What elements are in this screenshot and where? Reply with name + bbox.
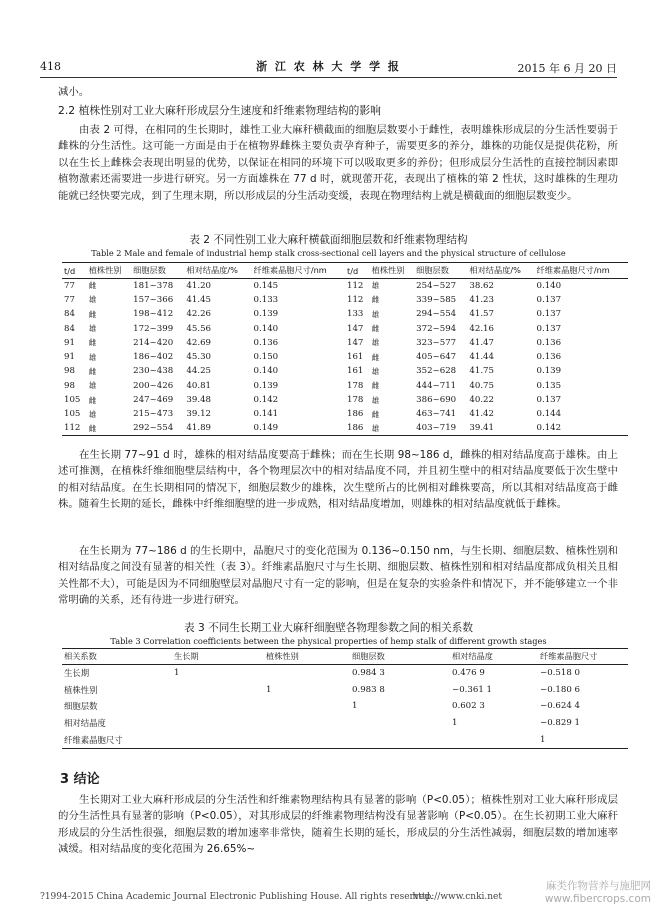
table-cell: 雌 (371, 324, 380, 334)
table-cell: 0.602 3 (452, 701, 485, 712)
table-2-header: 植株性别 (371, 265, 405, 275)
paragraph-3: 在生长期为 77~186 d 的生长期中，晶胞尺寸的变化范围为 0.136~0.150 nm，与生长期、细胞层数、植株性别和相对结晶度之间没有显著的相关性（表 3）。纤维素晶胞尺寸与生长期、细胞层数、植株性别和相对结晶度都成负相关且相关性都不大），可能是因为不同细胞壁层对晶胞尺寸有一定的影响，但是在复杂的实验条件和情况下，并不能够建立一个非常明确的关系，还有待进一步进行研究。 (58, 545, 618, 607)
table-cell: 91 (64, 352, 75, 363)
table-cell: 157~366 (133, 294, 174, 305)
table-row (62, 407, 628, 421)
table-cell: −0.180 6 (540, 684, 581, 695)
table-cell: 0.139 (253, 380, 279, 391)
table-3-header-row (62, 649, 628, 665)
table-cell: 0.145 (253, 280, 279, 291)
table-cell: 0.139 (253, 309, 279, 320)
table-cell: 41.44 (469, 352, 494, 363)
watermark (545, 880, 651, 906)
table-cell: 41.75 (469, 366, 494, 377)
table-cell: 105 (64, 395, 81, 406)
table-cell: 112 (346, 280, 364, 291)
page-footer (40, 892, 617, 902)
table-cell: 230~438 (133, 366, 174, 377)
table-2-header: t/d (346, 265, 359, 276)
table-cell: 294~554 (416, 309, 457, 320)
table-cell: 98 (64, 380, 75, 391)
table-cell: 雌 (371, 295, 380, 305)
table-cell: 0.140 (253, 323, 279, 334)
table-cell: 39.48 (186, 395, 212, 406)
table-cell: 181~378 (133, 280, 174, 291)
issue-date: 2015 年 6 月 20 日 (517, 62, 617, 75)
table-cell: 339~585 (416, 294, 457, 305)
carry-text: 减小。 (58, 86, 90, 98)
table-cell: 41.47 (469, 337, 494, 348)
table-row (62, 364, 628, 378)
table-cell: 178 (346, 395, 364, 406)
table-3-header: 相关系数 (64, 651, 97, 661)
table-2-caption: 表 2 不同性别工业大麻秆横截面细胞层数和纤维素物理结构 (189, 234, 468, 246)
table-cell: 41.89 (186, 423, 212, 434)
table-cell: 112 (64, 423, 81, 434)
table-cell: 0.144 (536, 409, 562, 420)
table-cell: 雄 (371, 366, 380, 376)
table-cell: 44.25 (186, 366, 212, 377)
copyright-text: ?1994-2015 China Academic Journal Electronic Publishing House. All rights reserved. (40, 892, 433, 902)
table-cell: 0.140 (536, 280, 562, 291)
table-cell (172, 681, 264, 698)
table-cell (264, 732, 350, 749)
table-cell: 42.69 (186, 337, 212, 348)
section-2-2-title: 2.2 植株性别对工业大麻秆形成层分生速度和纤维素物理结构的影响 (58, 104, 381, 117)
table-row (62, 293, 628, 307)
table-cell: 45.30 (186, 352, 212, 363)
table-row (62, 307, 628, 321)
watermark-line1: 麻类作物营养与施肥网 (546, 880, 651, 892)
table-2-caption-en: Table 2 Male and female of industrial hemp stalk cross-sectional cell layers and the physical structure of cellulose (91, 248, 566, 258)
table-cell: 91 (64, 337, 75, 348)
table-cell: 292~554 (133, 423, 174, 434)
table-2-header: 细胞层数 (416, 265, 449, 275)
table-2-header: 相对结晶度/% (469, 265, 521, 275)
table-cell: 352~628 (416, 366, 457, 377)
table-cell: 215~473 (133, 409, 174, 420)
table-cell: 105 (64, 409, 81, 420)
table-cell: 相对结晶度 (64, 718, 106, 729)
table-cell: 41.23 (469, 294, 494, 305)
table-cell: 雌 (88, 366, 97, 376)
table-cell: 405~647 (416, 352, 457, 363)
table-2-header: t/d (64, 265, 76, 276)
table-cell: 323~577 (416, 337, 457, 348)
table-3-header: 植株性别 (266, 651, 299, 661)
table-cell: 77 (64, 280, 75, 291)
table-cell: 41.42 (469, 409, 494, 420)
section-3-title: 3 结论 (60, 772, 100, 787)
table-cell (450, 732, 538, 749)
table-cell: 0.142 (536, 423, 562, 434)
table-cell: 39.12 (186, 409, 212, 420)
table-2-header-row (62, 263, 628, 279)
table-cell: 200~426 (133, 380, 174, 391)
table-row (62, 350, 628, 364)
table-cell (172, 715, 264, 732)
table-cell: 0.137 (536, 395, 562, 406)
table-cell: −0.624 4 (540, 701, 581, 712)
table-cell: 0.141 (253, 409, 279, 420)
table-cell: 161 (346, 352, 364, 363)
table-cell: 0.139 (536, 366, 562, 377)
table-cell: 植株性别 (64, 684, 98, 695)
table-cell: 147 (346, 323, 364, 334)
table-cell: 0.137 (536, 294, 562, 305)
table-cell: 雌 (88, 395, 97, 405)
table-cell: 42.26 (186, 309, 212, 320)
table-cell: 雌 (88, 423, 97, 433)
table-row (62, 681, 628, 698)
table-3-header: 细胞层数 (352, 651, 385, 661)
table-3-caption: 表 3 不同生长期工业大麻秆细胞壁各物理参数之间的相关系数 (184, 622, 473, 634)
table-row (62, 379, 628, 393)
table-cell: 雌 (371, 352, 380, 362)
table-cell: 41.57 (469, 309, 494, 320)
table-cell: 雄 (371, 338, 380, 348)
table-3-header: 生长期 (174, 651, 199, 661)
table-cell: 0.136 (253, 337, 279, 348)
table-cell: 0.983 8 (352, 684, 385, 695)
table-cell: 雌 (88, 309, 97, 319)
table-row (62, 279, 628, 293)
table-cell: 0.136 (536, 337, 562, 348)
table-cell: 0.135 (536, 380, 562, 391)
watermark-line2: www.fibercrops.com (544, 893, 651, 905)
table-row (62, 732, 628, 749)
table-row (62, 336, 628, 350)
table-cell: 雌 (371, 381, 380, 391)
table-cell: 雌 (88, 281, 97, 291)
table-cell: 161 (346, 366, 364, 377)
table-cell: 0.137 (536, 309, 562, 320)
table-cell: −0.361 1 (452, 684, 493, 695)
table-cell: 1 (174, 668, 180, 679)
table-cell: 133 (346, 309, 364, 320)
table-cell: 186 (346, 423, 364, 434)
table-cell: 372~594 (416, 323, 457, 334)
table-cell: 98 (64, 366, 75, 377)
table-cell: 0.149 (253, 423, 279, 434)
table-cell: 198~412 (133, 309, 174, 320)
table-cell: 0.136 (536, 352, 562, 363)
table-cell: 40.75 (469, 380, 494, 391)
table-cell: 41.20 (186, 280, 212, 291)
table-2-header: 细胞层数 (133, 265, 166, 275)
table-cell: 178 (346, 380, 364, 391)
table-cell: 0.137 (536, 323, 562, 334)
table-cell: 1 (352, 701, 358, 712)
page-header (40, 58, 617, 78)
table-row (62, 665, 628, 682)
table-cell: 雌 (371, 409, 380, 419)
table-cell: 0.476 9 (452, 668, 485, 679)
table-cell: 41.45 (186, 294, 212, 305)
table-cell: 112 (346, 294, 364, 305)
journal-title: 浙 江 农 林 大 学 学 报 (256, 60, 401, 73)
table-cell: 生长期 (64, 668, 90, 679)
table-2-header: 相对结晶度/% (186, 265, 238, 275)
table-cell: 雄 (88, 295, 97, 305)
table-3-header: 纤维素晶胞尺寸 (540, 651, 598, 661)
table-cell: 0.133 (253, 294, 279, 305)
table-cell: 186 (346, 409, 364, 420)
paragraph-2: 在生长期 77~91 d 时，雄株的相对结晶度要高于雌株；而在生长期 98~186 d，雌株的相对结晶度高于雄株。由上述可推测，在植株纤维细胞壁层结构中，各个物理层次中的相对结晶度不同，并且初生壁中的相对结晶度要低于次生壁中的相对结晶度。在生长期相同的情况下，细胞层数少的雄株，次生壁所占的比例相对雌株要高，所以其相对结晶度高于雌株。随着生长期的延长，雌株中纤维细胞壁的进一步成熟，相对结晶度增加，则雄株的相对结晶度就低于雌株。 (58, 449, 618, 511)
table-row (62, 393, 628, 407)
table-cell: 雄 (371, 395, 380, 405)
table-cell: 雄 (371, 423, 380, 433)
table-cell (264, 698, 350, 715)
table-cell: 1 (452, 718, 458, 729)
table-cell: 雄 (88, 352, 97, 362)
table-3 (62, 648, 628, 749)
table-cell: 0.984 3 (352, 668, 385, 679)
table-2 (62, 262, 628, 436)
table-row (62, 715, 628, 732)
table-cell: 39.41 (469, 423, 494, 434)
table-cell: 雄 (88, 381, 97, 391)
table-cell: 38.62 (469, 280, 494, 291)
table-cell: 1 (266, 684, 272, 695)
paragraph-4: 生长期对工业大麻秆形成层的分生活性和纤维素物理结构具有显著的影响（P<0.05）；植株性别对工业大麻秆形成层的分生活性具有显著的影响（P<0.05），对其形成层的纤维素物理结构没有显著影响（P<0.05）。在生长初期工业大麻秆形成层的分生活性很强，细胞层数的增加速率非常快，随着生长期的延长，形成层的分生活性减弱，细胞层数的增加速率减缓。相对结晶度的变化范围为 26.65%~ (58, 794, 618, 856)
table-cell (172, 732, 264, 749)
table-cell: 细胞层数 (64, 701, 98, 712)
table-cell: 172~399 (133, 323, 174, 334)
table-cell: 463~741 (416, 409, 457, 420)
table-3-header: 相对结晶度 (452, 651, 493, 661)
page-number: 418 (40, 60, 61, 73)
table-cell (350, 715, 450, 732)
table-row (62, 321, 628, 335)
table-cell: 84 (64, 323, 75, 334)
header-rule (40, 77, 617, 78)
table-2-header: 纤维素晶胞尺寸/nm (536, 265, 610, 275)
table-cell: 雄 (371, 281, 380, 291)
table-cell: 147 (346, 337, 364, 348)
table-cell: 1 (540, 734, 546, 745)
table-cell: 214~420 (133, 337, 174, 348)
table-cell (264, 715, 350, 732)
table-cell: 84 (64, 309, 75, 320)
table-2-header: 纤维素晶胞尺寸/nm (253, 265, 327, 275)
table-cell: 40.81 (186, 380, 212, 391)
table-cell: 254~527 (416, 280, 457, 291)
table-cell: 0.142 (253, 395, 279, 406)
table-cell (350, 732, 450, 749)
table-cell: 403~719 (416, 423, 457, 434)
table-cell: 40.22 (469, 395, 494, 406)
table-cell: −0.518 0 (540, 668, 581, 679)
cnki-link[interactable]: http://www.cnki.net (412, 892, 502, 902)
table-cell: 42.16 (469, 323, 494, 334)
table-cell: 0.150 (253, 352, 279, 363)
table-cell: 45.56 (186, 323, 212, 334)
table-cell (264, 665, 350, 682)
table-2-header: 植株性别 (88, 265, 122, 275)
table-cell (172, 698, 264, 715)
table-cell: 雌 (88, 338, 97, 348)
table-row (62, 698, 628, 715)
table-cell: 386~690 (416, 395, 457, 406)
table-cell: 雄 (88, 409, 97, 419)
table-cell: 444~711 (416, 380, 457, 391)
table-cell: 186~402 (133, 352, 174, 363)
table-3-caption-en: Table 3 Correlation coefficients between the physical properties of hemp stalk of different growth stages (110, 636, 547, 646)
table-cell: 247~469 (133, 395, 174, 406)
table-cell: −0.829 1 (540, 718, 581, 729)
table-row (62, 421, 628, 435)
table-cell: 0.140 (253, 366, 279, 377)
table-cell: 雄 (88, 324, 97, 334)
table-cell: 雄 (371, 309, 380, 319)
paragraph-1: 由表 2 可得，在相同的生长期时，雄性工业大麻秆横截面的细胞层数要小于雌性，表明雄株形成层的分生活性要弱于雌株的分生活性。这可能一方面是由于在植物界雌株主要负责孕育种子，需要更多的养分，雄株的功能仅是提供花粉，所以在生长上雌株会表现出明显的优势，以保证在相同的环境下可以吸取更多的养份；但形成层分生活性的直接控制因素即植物激素还需要进一步进行研究。另一方面雄株在 77 d 时，就现蕾开花，表现出了植株的第 2 性状，这时雄株的生理功能就已经快要完成，到了生理末期，所以形成层的分生活动变缓，表现在物理结构上就是横截面的细胞层数变少。 (58, 124, 618, 202)
table-cell: 纤维素晶胞尺寸 (64, 734, 123, 745)
table-cell: 77 (64, 294, 75, 305)
